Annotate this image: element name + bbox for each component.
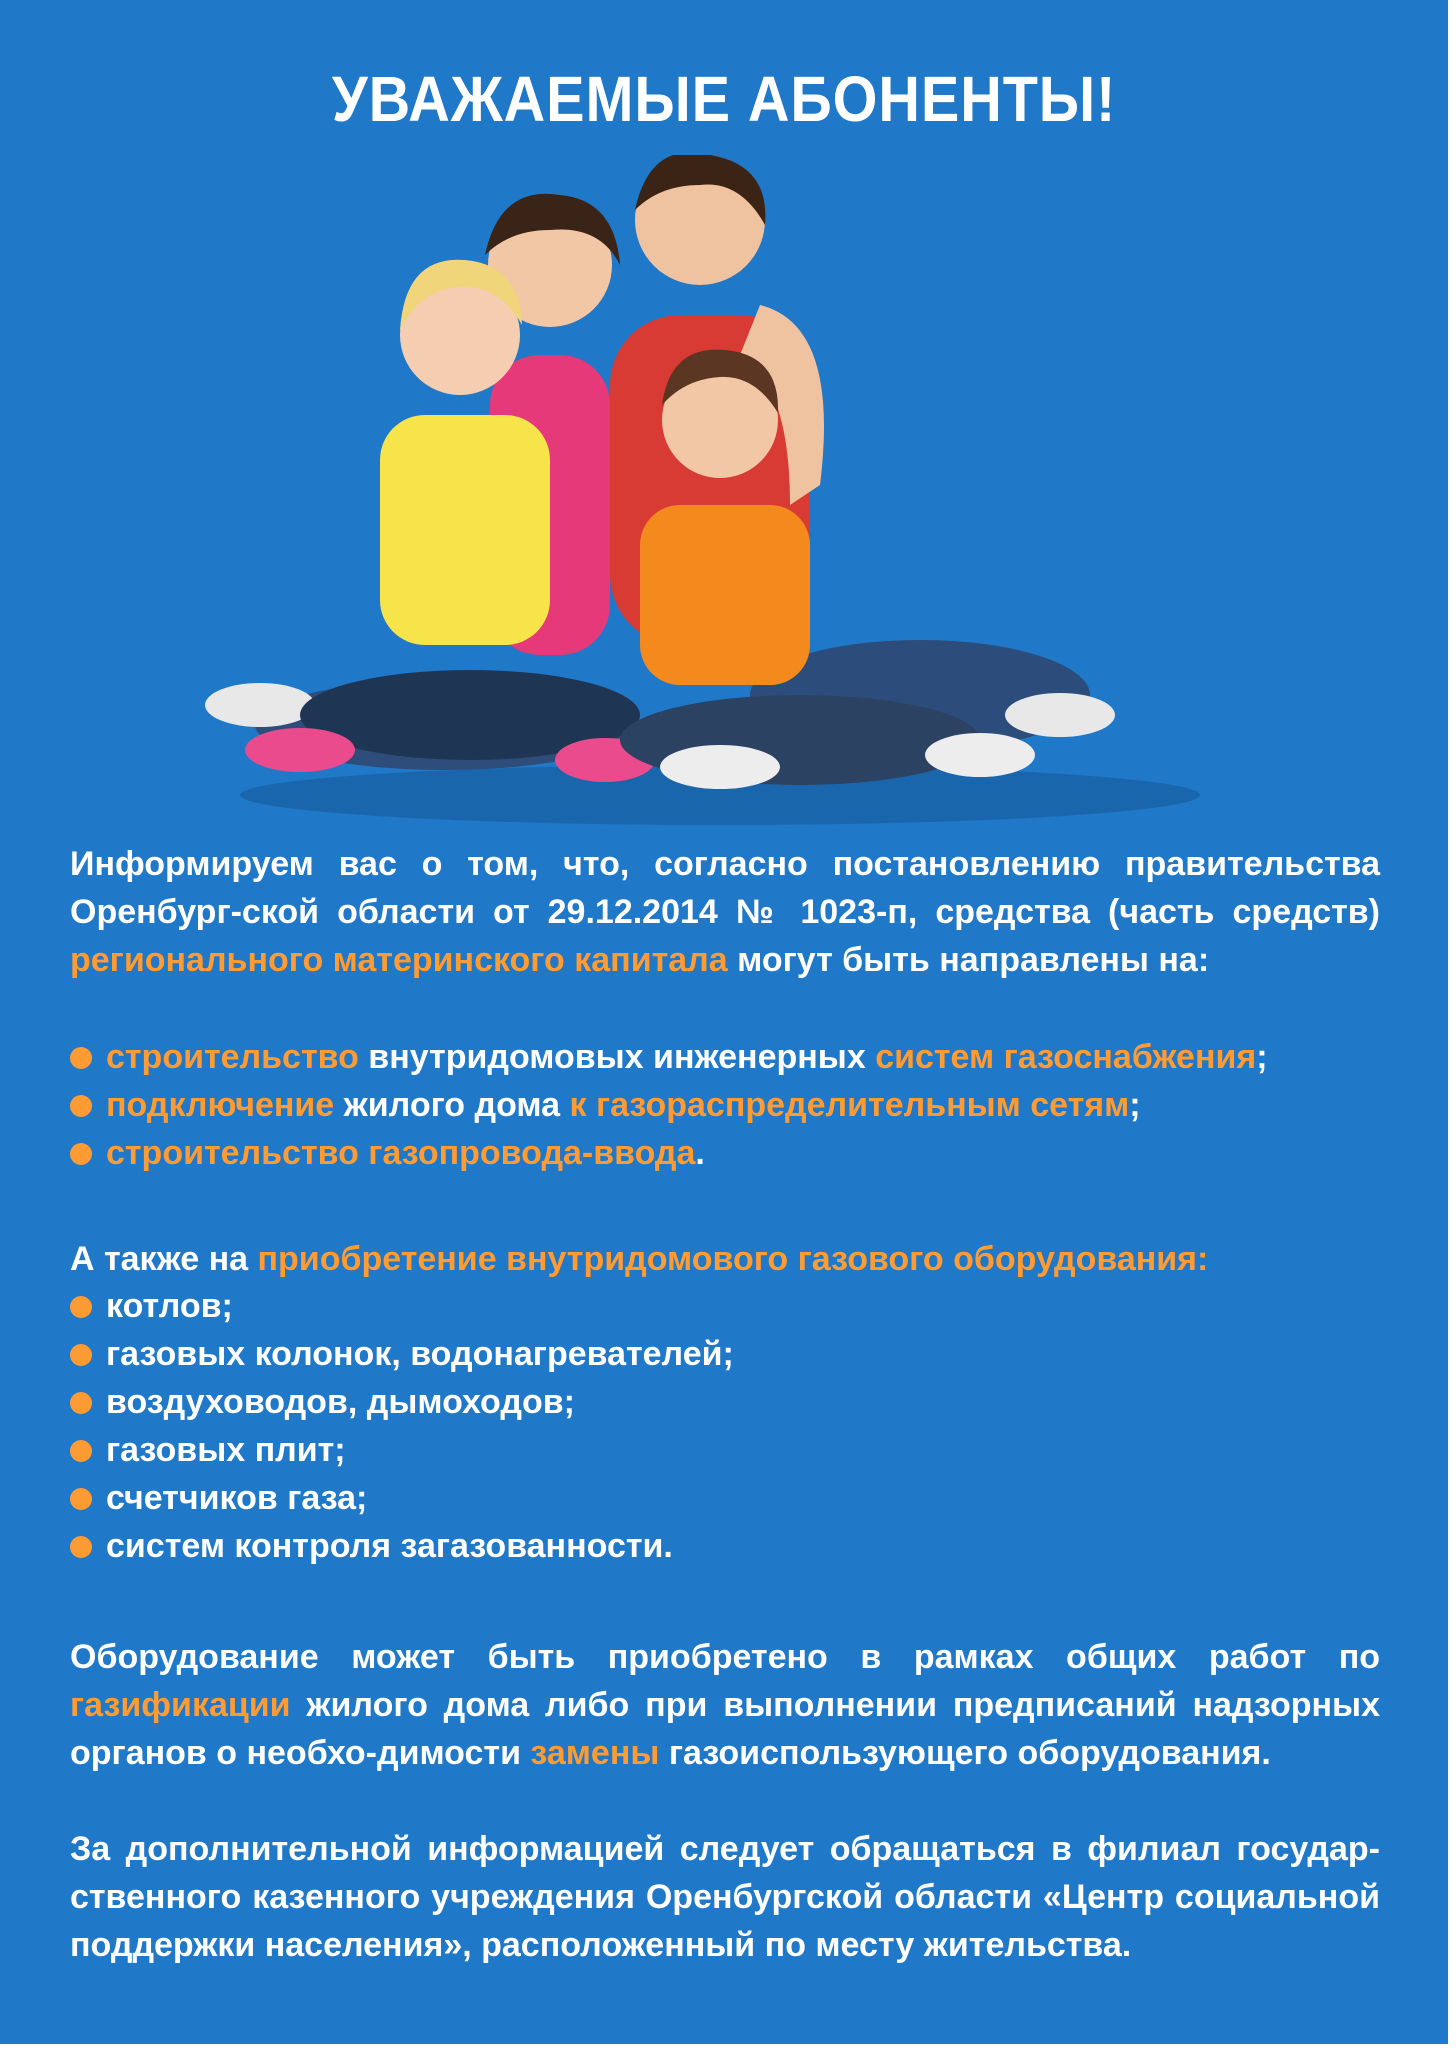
equipment-heading: А также на приобретение внутридомового газового оборудования: [70,1240,1209,1278]
intro-paragraph [70,840,1380,984]
list-item: систем контроля загазованности. [70,1522,1380,1570]
family-photo-icon [200,155,1260,835]
list-item: подключение жилого дома к газораспределительным сетям; [70,1081,1380,1129]
list-item: газовых плит; [70,1426,1380,1474]
bullet-icon [70,1536,92,1558]
list-item: газовых колонок, водонагревателей; [70,1330,1380,1378]
equipment-paragraph: Оборудование может быть приобретено в рамках общих работ по газификации жилого дома либо при выполнении предписаний надзорных органов о необхо-димости замены газоиспользующего оборудования. [70,1638,1380,1772]
list-item: воздуховодов, дымоходов; [70,1378,1380,1426]
intro-text: Информируем вас о том, что, согласно постановлению правительства Оренбург-ской области от 29.12.2014 № 1023-п, средства (часть средств) [70,845,1380,931]
intro-highlight: регионального материнского капитала [70,941,728,979]
list-item: счетчиков газа; [70,1474,1380,1522]
bullet-icon [70,1488,92,1510]
page-title: УВАЖАЕМЫЕ АБОНЕНТЫ! [331,63,1117,135]
bullet-icon [70,1143,92,1165]
bullet-icon [70,1095,92,1117]
list-item: строительство внутридомовых инженерных систем газоснабжения; [70,1033,1380,1081]
equipment-list [70,1282,1380,1570]
bullet-icon [70,1296,92,1318]
bullet-icon [70,1440,92,1462]
bullet-icon [70,1392,92,1414]
bullet-icon [70,1344,92,1366]
bullet-icon [70,1047,92,1069]
list-item: котлов; [70,1282,1380,1330]
gas-works-list [70,1033,1380,1177]
intro-text-end: могут быть направлены на: [727,941,1210,979]
list-item: строительство газопровода-ввода. [70,1129,1380,1177]
contact-paragraph: За дополнительной информацией следует обращаться в филиал государ-ственного казенного учреждения Оренбургской области «Центр социальной поддержки населения», расположенный по месту жительства. [70,1830,1380,1964]
